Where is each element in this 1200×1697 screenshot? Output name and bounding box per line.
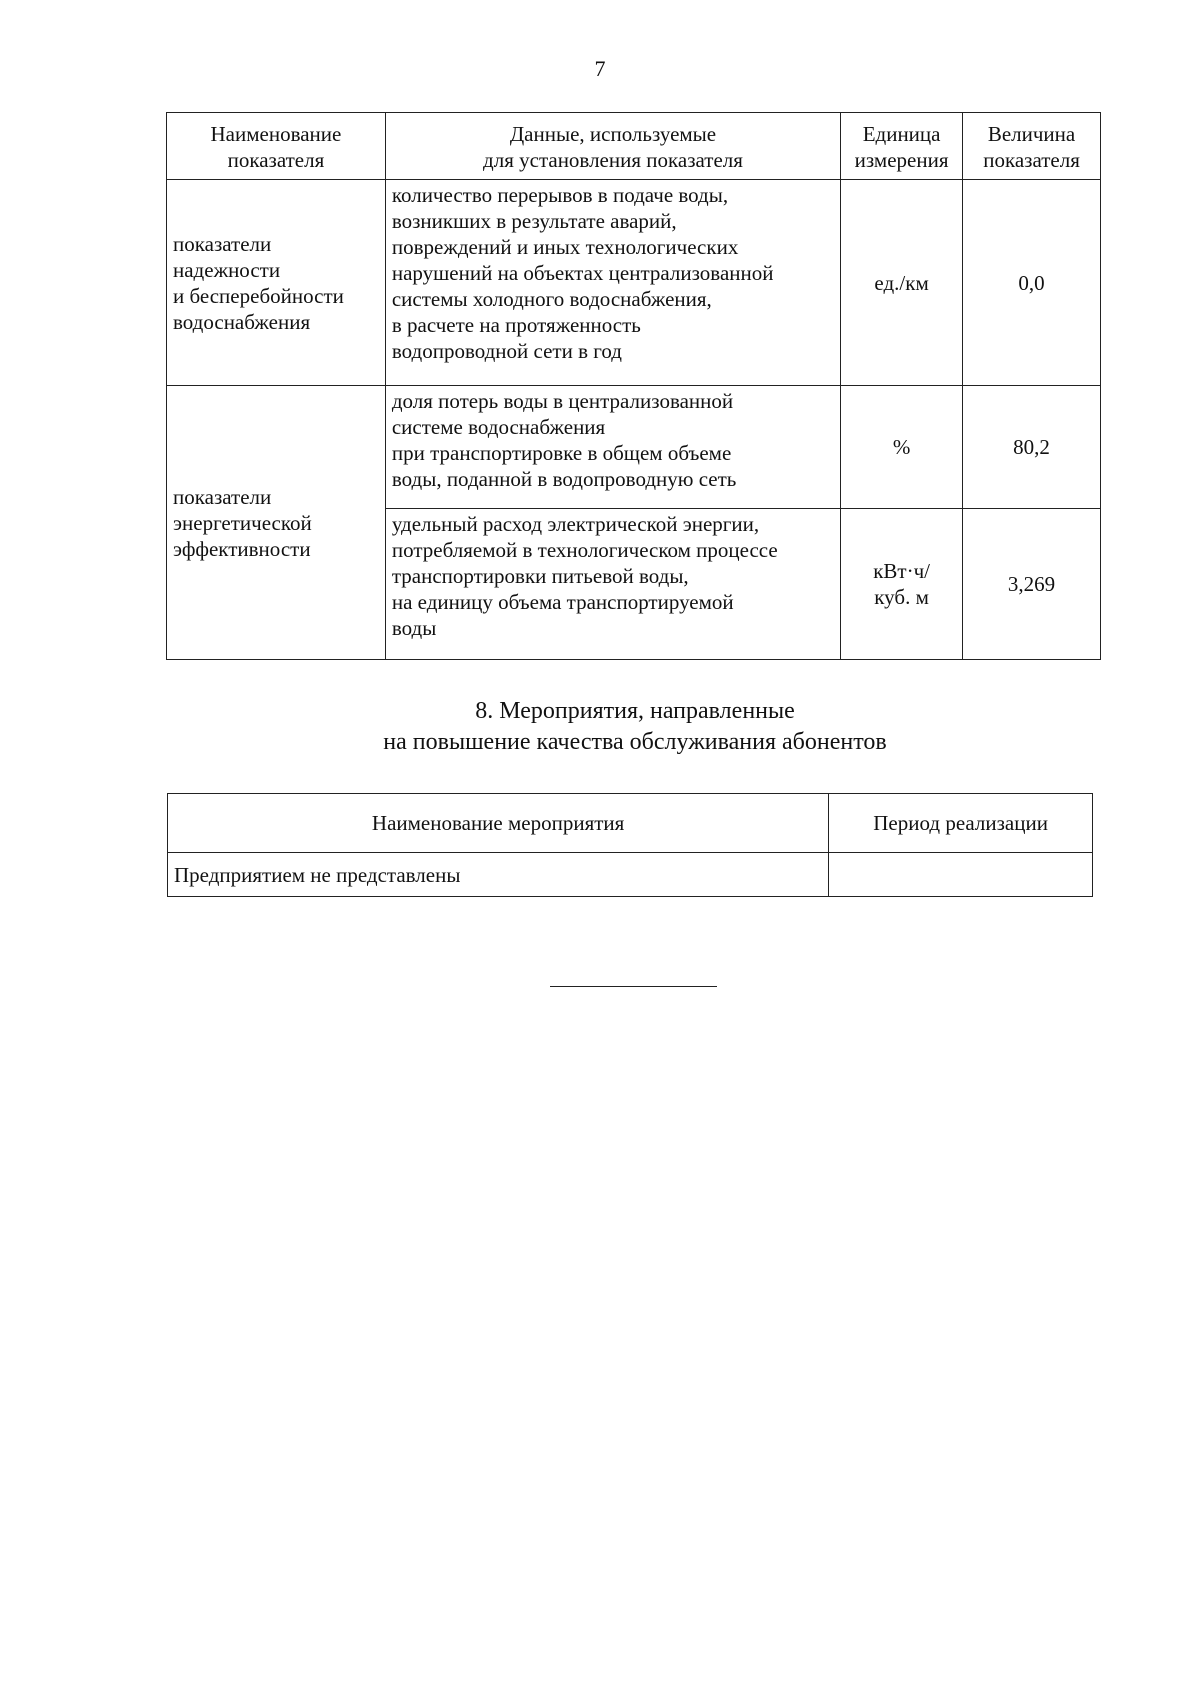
indicators-header-row: [167, 113, 1101, 180]
measures-table: [167, 793, 1093, 897]
end-of-document-rule: [550, 986, 717, 987]
section-8-title: 8. Мероприятия, направленные на повышение качества обслуживания абонентов: [383, 698, 887, 755]
indicator-unit: кВт·ч/ куб. м: [841, 509, 963, 660]
header-indicator-name: Наименование показателя: [167, 113, 386, 180]
header-value: Величина показателя: [963, 113, 1101, 180]
header-implementation-period: Период реализации: [829, 794, 1093, 853]
indicator-unit: ед./км: [841, 180, 963, 386]
page-number: 7: [594, 56, 606, 81]
measure-name: Предприятием не представлены: [168, 853, 829, 897]
indicator-value: 80,2: [963, 386, 1101, 509]
indicator-value: 3,269: [963, 509, 1101, 660]
indicators-table: [166, 112, 1101, 660]
measure-period: [829, 853, 1093, 897]
header-unit: Единица измерения: [841, 113, 963, 180]
indicator-group-reliability: показатели надежности и бесперебойности водоснабжения: [167, 180, 386, 386]
indicator-unit: %: [841, 386, 963, 509]
table-row: [168, 853, 1093, 897]
header-indicator-data: Данные, используемые для установления показателя: [385, 113, 840, 180]
indicator-data-water-loss: доля потерь воды в централизованной системе водоснабжения при транспортировке в общем объеме воды, поданной в водопроводную сеть: [385, 386, 840, 509]
indicator-group-energy-efficiency: показатели энергетической эффективности: [167, 386, 386, 660]
indicator-data-energy-consumption: удельный расход электрической энергии, потребляемой в технологическом процессе транспортировки питьевой воды, на единицу объема транспортируемой воды: [385, 509, 840, 660]
table-row: [167, 180, 1101, 386]
indicator-data-interruptions: количество перерывов в подаче воды, возникших в результате аварий, повреждений и иных технологических нарушений на объектах централизованной системы холодного водоснабжения, в расчете на протяженность водопроводной сети в год: [385, 180, 840, 386]
indicator-value: 0,0: [963, 180, 1101, 386]
table-row: [167, 386, 1101, 509]
measures-header-row: [168, 794, 1093, 853]
header-measure-name: Наименование мероприятия: [168, 794, 829, 853]
